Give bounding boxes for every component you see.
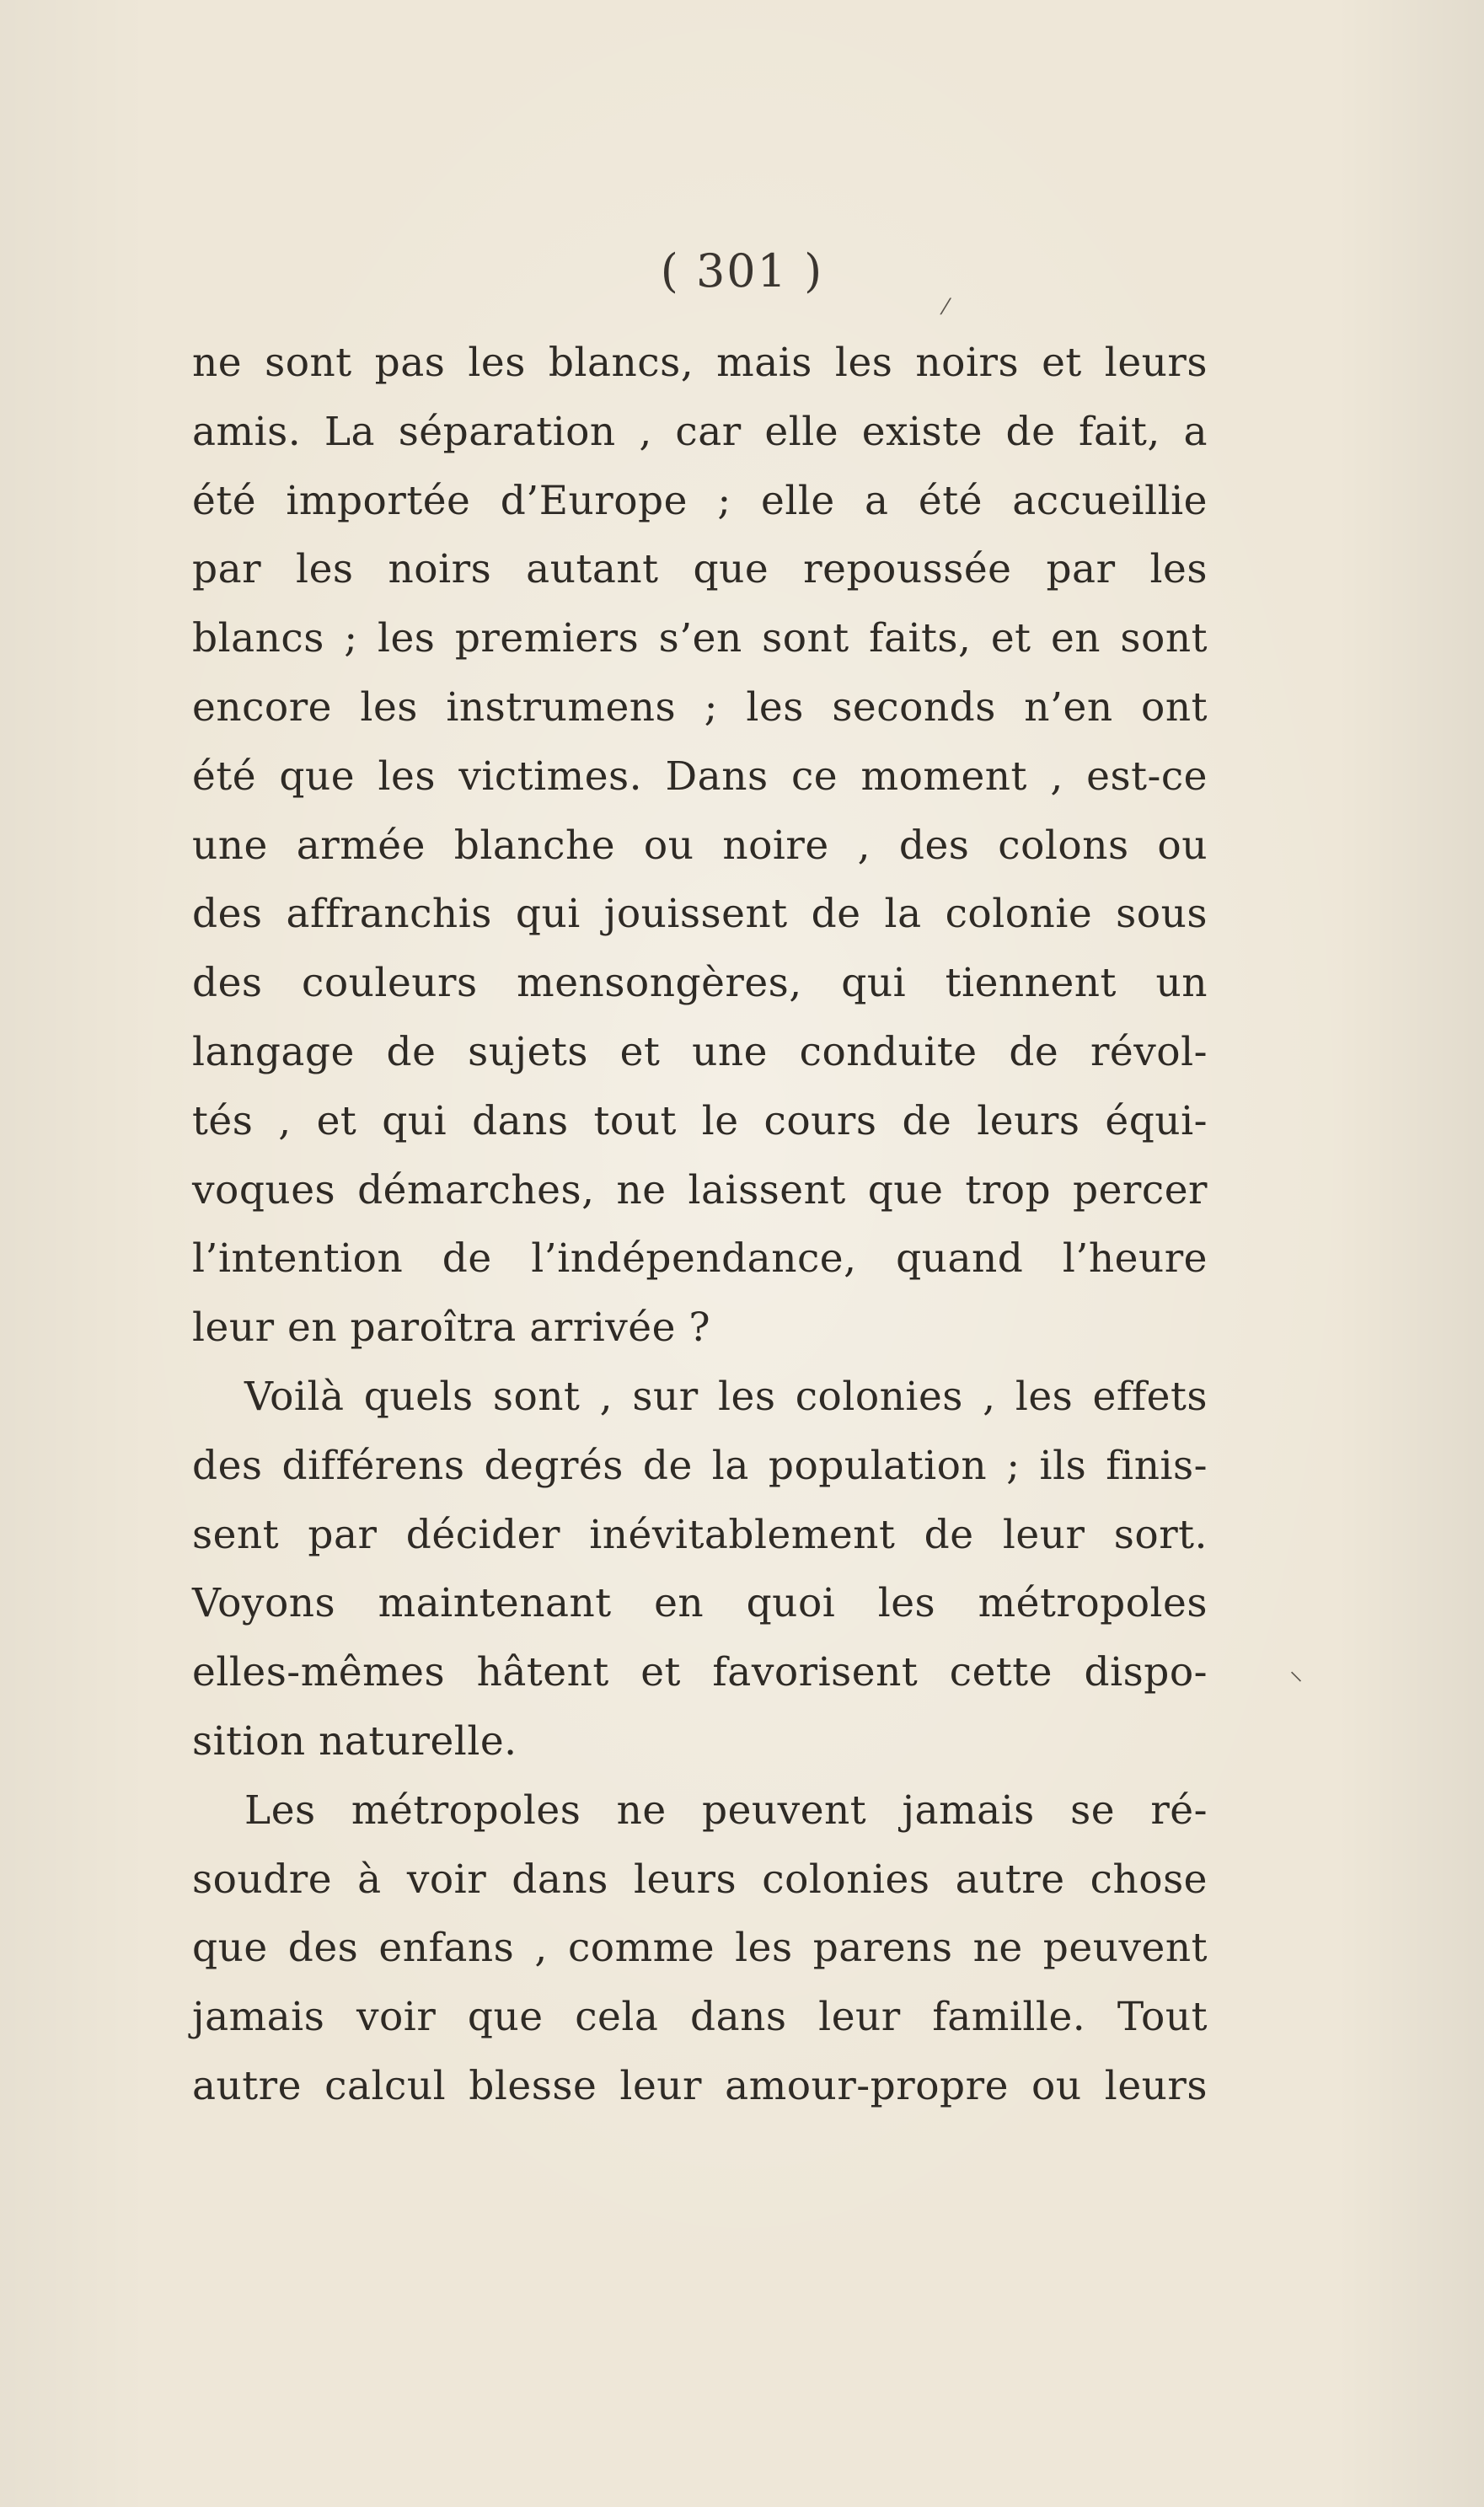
text-line: une armée blanche ou noire , des colons ou xyxy=(192,822,1208,869)
text-line: été que les victimes. Dans ce moment , est-ce xyxy=(192,753,1208,800)
text-line: des couleurs mensongères, qui tiennent un xyxy=(192,960,1208,1007)
text-line: amis. La séparation , car elle existe de fait, a xyxy=(192,408,1208,455)
text-line: encore les instrumens ; les seconds n’en ont xyxy=(192,683,1208,731)
text-line: Les métropoles ne peuvent jamais se ré- xyxy=(244,1787,1208,1834)
text-line: ne sont pas les blancs, mais les noirs et leurs xyxy=(192,340,1208,386)
text-line: des affranchis qui jouissent de la colonie sous xyxy=(192,891,1208,938)
text-line: que des enfans , comme les parens ne peuvent xyxy=(192,1925,1208,1972)
page-number: ( 301 ) xyxy=(660,244,824,297)
text-line: par les noirs autant que repoussée par les xyxy=(192,546,1208,593)
text-line: sent par décider inévitablement de leur sort. xyxy=(192,1511,1208,1558)
text-line: été importée d’Europe ; elle a été accueillie xyxy=(192,477,1208,524)
text-line: blancs ; les premiers s’en sont faits, et en sont xyxy=(192,615,1208,662)
text-line: elles-mêmes hâtent et favorisent cette dispo- xyxy=(192,1649,1208,1696)
text-line: l’intention de l’indépendance, quand l’heure xyxy=(192,1235,1208,1283)
text-line: jamais voir que cela dans leur famille. Tout xyxy=(192,1994,1208,2041)
paper-speck-icon: ⁄ xyxy=(944,295,948,320)
text-line: soudre à voir dans leurs colonies autre chose xyxy=(192,1856,1208,1903)
text-line: autre calcul blesse leur amour-propre ou leurs xyxy=(192,2062,1208,2109)
text-line: des différens degrés de la population ; ils finis- xyxy=(192,1442,1208,1489)
paper-speck-icon: ⸜ xyxy=(1289,1654,1304,1686)
text-line: leur en paroîtra arrivée ? xyxy=(192,1304,711,1352)
text-line: sition naturelle. xyxy=(192,1717,517,1765)
text-line: voques démarches, ne laissent que trop percer xyxy=(192,1166,1208,1213)
body-text xyxy=(192,329,1208,2121)
text-line: tés , et qui dans tout le cours de leurs équi- xyxy=(192,1097,1208,1144)
text-line: Voyons maintenant en quoi les métropoles xyxy=(192,1580,1208,1627)
text-line: langage de sujets et une conduite de révol- xyxy=(192,1028,1208,1075)
text-line: Voilà quels sont , sur les colonies , les effets xyxy=(244,1373,1208,1420)
